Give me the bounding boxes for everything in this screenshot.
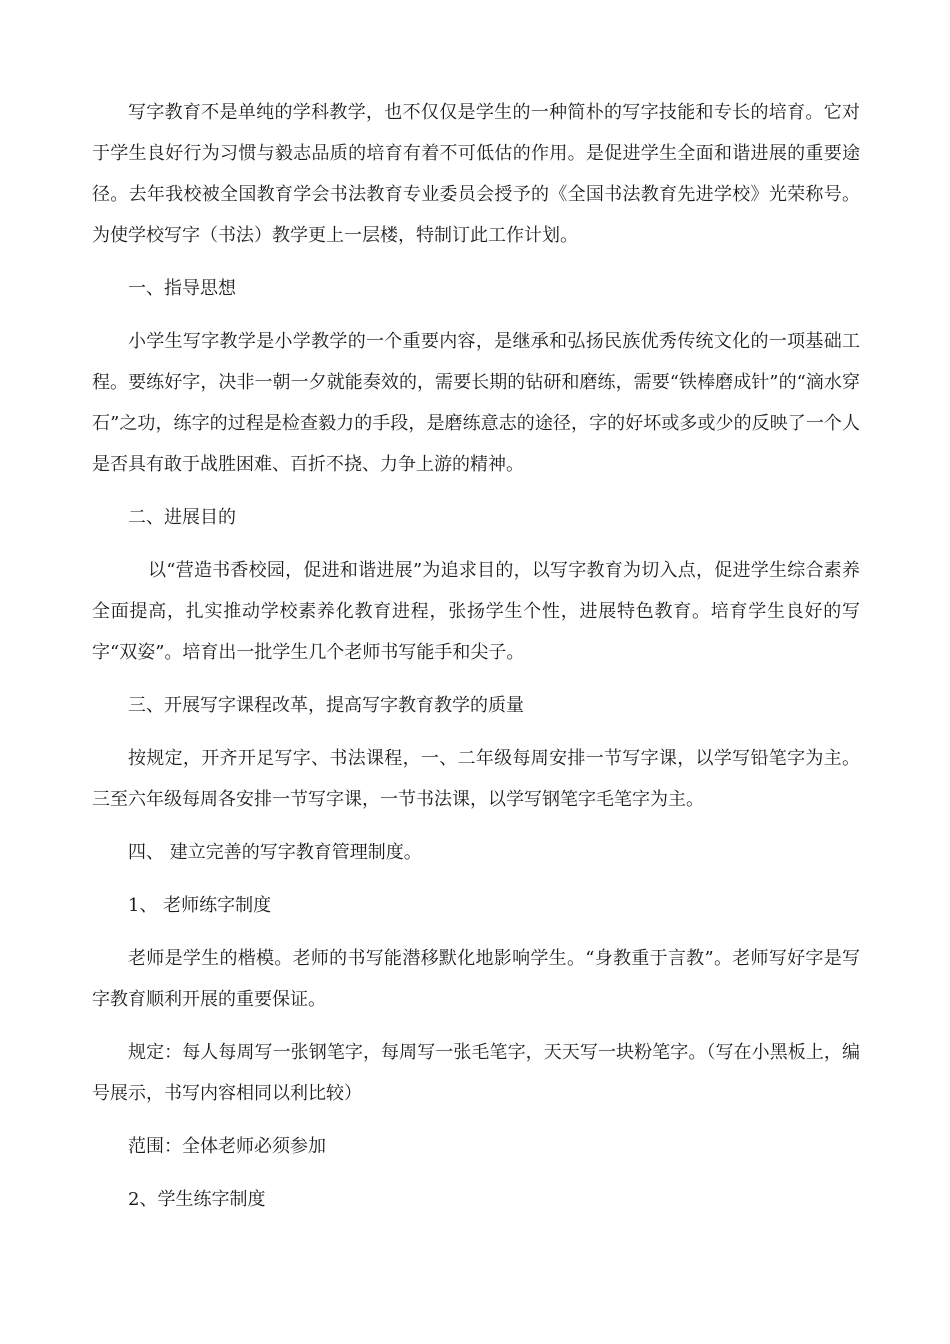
document-body [92,92,860,1232]
section-heading-guiding-thought: 一、指导思想 [128,278,236,299]
subheading-teacher-practice: 1、 老师练字制度 [128,895,272,916]
teacher-rules-paragraph: 规定：每人每周写一张钢笔字，每周写一张毛笔字，天天写一块粉笔字。（写在小黑板上，编号展示，书写内容相同以利比较） [92,1042,860,1104]
scope-line: 范围：全体老师必须参加 [128,1136,326,1157]
intro-paragraph: 写字教育不是单纯的学科教学，也不仅仅是学生的一种简朴的写字技能和专长的培育。它对于学生良好行为习惯与毅志品质的培育有着不可低估的作用。是促进学生全面和谐进展的重要途径。去年我校被全国教育学会书法教育专业委员会授予的《全国书法教育先进学校》光荣称号。为使学校写字（书法）教学更上一层楼，特制订此工作计划。 [92,102,860,246]
section-heading-management: 四、 建立完善的写字教育管理制度。 [128,842,422,863]
section-heading-goals: 二、进展目的 [128,507,236,528]
section-heading-curriculum-reform: 三、开展写字课程改革，提高写字教育教学的质量 [128,695,524,716]
guiding-thought-paragraph: 小学生写字教学是小学教学的一个重要内容，是继承和弘扬民族优秀传统文化的一项基础工程。要练好字，决非一朝一夕就能奏效的，需要长期的钻研和磨练，需要“铁棒磨成针”的“滴水穿石”之功，练字的过程是检查毅力的手段，是磨练意志的途径，字的好坏或多或少的反映了一个人是否具有敢于战胜困难、百折不挠、力争上游的精神。 [92,331,860,475]
goals-paragraph: 以“营造书香校园，促进和谐进展”为追求目的，以写字教育为切入点，促进学生综合素养全面提高，扎实推动学校素养化教育进程，张扬学生个性，进展特色教育。培育学生良好的写字“双姿”。培育出一批学生几个老师书写能手和尖子。 [92,560,860,663]
subheading-student-practice: 2、学生练字制度 [128,1189,266,1210]
teacher-role-paragraph: 老师是学生的楷模。老师的书写能潜移默化地影响学生。“身教重于言教”。老师写好字是写字教育顺利开展的重要保证。 [92,948,860,1010]
curriculum-paragraph: 按规定，开齐开足写字、书法课程，一、二年级每周安排一节写字课，以学写铅笔字为主。三至六年级每周各安排一节写字课，一节书法课，以学写钢笔字毛笔字为主。 [92,748,860,810]
